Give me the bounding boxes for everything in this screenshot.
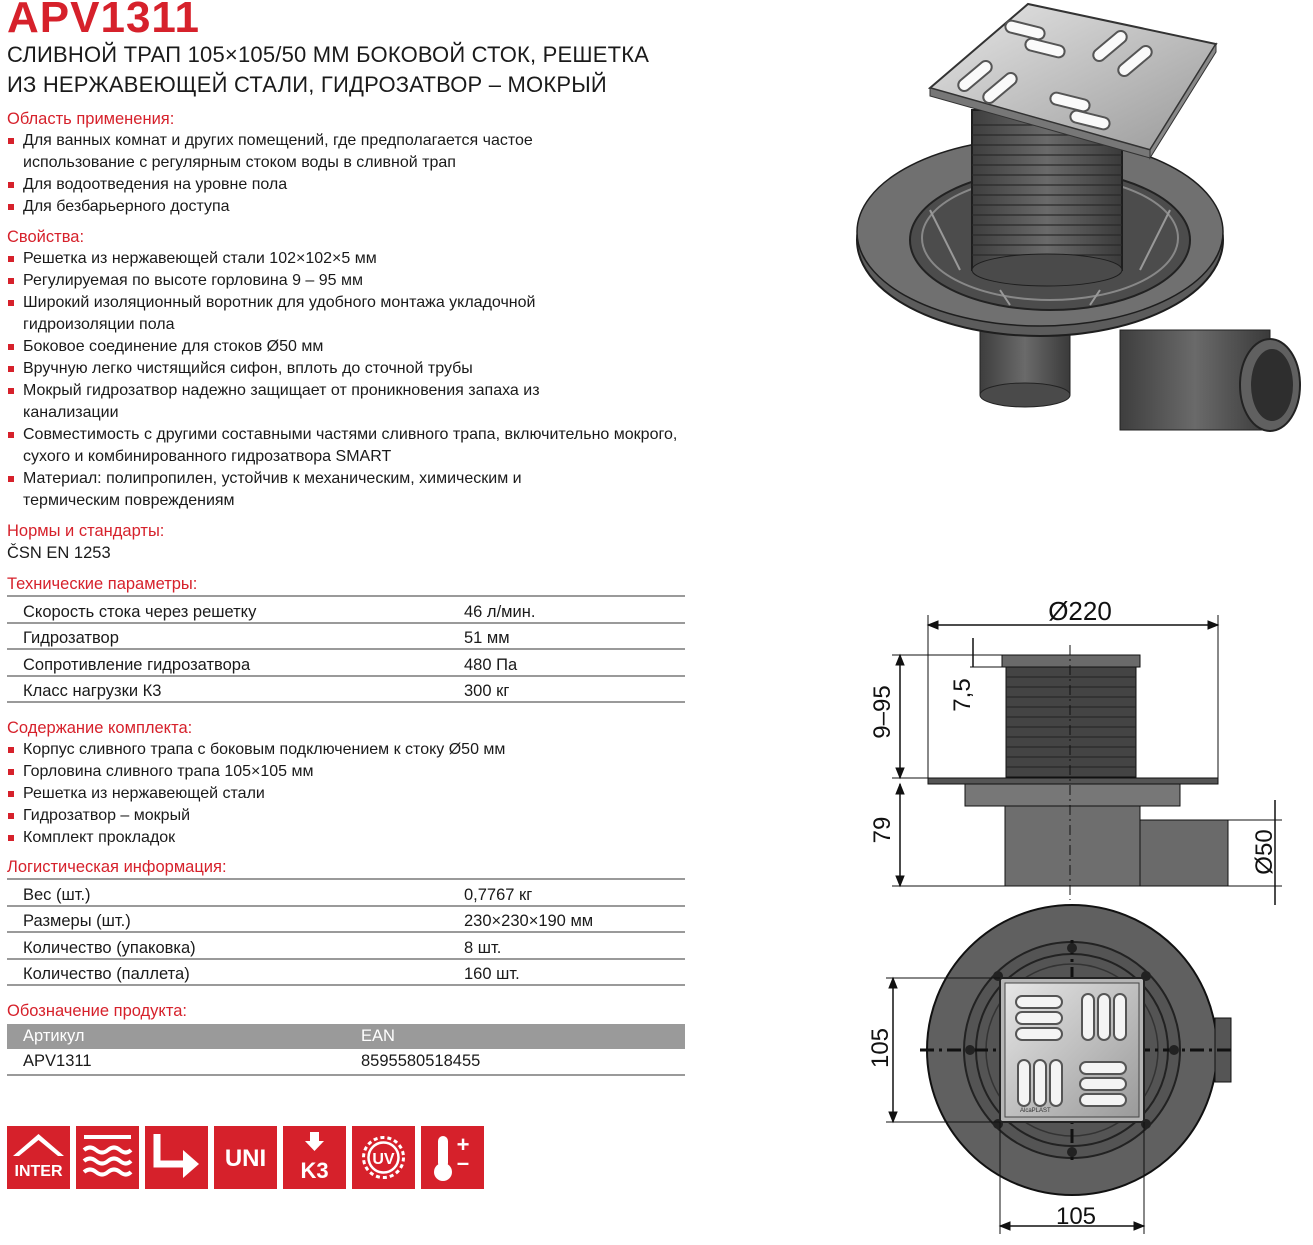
technical-heading: Технические параметры: xyxy=(7,575,198,593)
logistics-key: Количество (паллета) xyxy=(7,959,464,986)
side-view-drawing xyxy=(869,596,1282,905)
feature-icons xyxy=(7,1126,484,1189)
param-value: 46 л/мин. xyxy=(464,596,685,623)
table-row xyxy=(7,906,685,933)
plus-sign: + xyxy=(456,1132,470,1157)
designation-table xyxy=(7,1024,685,1076)
list-item: Регулируемая по высоте горловина 9 – 95 мм xyxy=(7,270,685,292)
product-code: APV1311 xyxy=(7,0,200,42)
uv-icon-label: UV xyxy=(372,1151,395,1168)
list-item: Комплект прокладок xyxy=(7,827,685,849)
param-value: 300 кг xyxy=(464,676,685,703)
article-value: APV1311 xyxy=(7,1049,361,1075)
dim-outlet: Ø50 xyxy=(1251,829,1278,875)
list-item: Мокрый гидрозатвор надежно защищает от проникновения запаха из канализации xyxy=(7,380,623,424)
param-key: Гидрозатвор xyxy=(7,623,464,650)
table-row xyxy=(7,932,685,959)
list-item: Решетка из нержавеющей стали 102×102×5 мм xyxy=(7,248,685,270)
table-row xyxy=(7,596,685,623)
kit-list xyxy=(7,739,685,849)
table-row xyxy=(7,879,685,906)
table-row xyxy=(7,1049,685,1075)
dim-body: 79 xyxy=(869,816,896,844)
list-item: Горловина сливного трапа 105×105 мм xyxy=(7,761,685,783)
drawings-svg xyxy=(820,0,1313,1240)
list-item: Корпус сливного трапа с боковым подключением к стоку Ø50 мм xyxy=(7,739,685,761)
properties-heading: Свойства: xyxy=(7,228,85,246)
standards-heading: Нормы и стандарты: xyxy=(7,522,165,540)
table-row xyxy=(7,623,685,650)
side-outlet-icon xyxy=(145,1126,208,1189)
param-value: 480 Па xyxy=(464,649,685,676)
list-item: Для безбарьерного доступа xyxy=(7,196,607,218)
drawings-column xyxy=(820,0,1313,1240)
logistics-table xyxy=(7,878,685,986)
dim-top-bottom: 105 xyxy=(1055,1203,1097,1230)
logistics-value: 230×230×190 мм xyxy=(464,906,685,933)
minus-sign: – xyxy=(456,1150,470,1175)
standards-value: ČSN EN 1253 xyxy=(7,544,111,562)
column-header-ean: EAN xyxy=(361,1024,685,1049)
list-item: Широкий изоляционный воротник для удобного монтажа укладочной гидроизоляции пола xyxy=(7,292,623,336)
uni-icon-label: UNI xyxy=(224,1145,267,1172)
list-item: Материал: полипропилен, устойчив к механическим, химическим и термическим повреждениям xyxy=(7,468,603,512)
properties-list xyxy=(7,248,685,512)
designation-heading: Обозначение продукта: xyxy=(7,1002,187,1020)
application-heading: Область применения: xyxy=(7,110,175,128)
dim-top-side: 105 xyxy=(867,1027,894,1069)
table-header-row xyxy=(7,1024,685,1049)
spec-column xyxy=(7,0,685,1076)
product-3d-illustration xyxy=(857,4,1300,431)
technical-table xyxy=(7,595,685,703)
product-subtitle-line1: СЛИВНОЙ ТРАП 105×105/50 ММ БОКОВОЙ СТОК, РЕШЕТКА xyxy=(7,42,650,67)
dim-diameter: Ø220 xyxy=(1048,596,1112,626)
table-row xyxy=(7,676,685,703)
logistics-key: Размеры (шт.) xyxy=(7,906,464,933)
list-item: Для водоотведения на уровне пола xyxy=(7,174,607,196)
list-item: Решетка из нержавеющей стали xyxy=(7,783,685,805)
dim-grate: 7,5 xyxy=(949,678,976,712)
product-subtitle-line2: ИЗ НЕРЖАВЕЮЩЕЙ СТАЛИ, ГИДРОЗАТВОР – МОКРЫЙ xyxy=(7,72,607,97)
kit-heading: Содержание комплекта: xyxy=(7,719,193,737)
inter-icon-label: INTER xyxy=(14,1163,63,1180)
logistics-value: 160 шт. xyxy=(464,959,685,986)
uni-icon xyxy=(214,1126,277,1189)
dim-height-range: 9–95 xyxy=(869,685,896,739)
table-row xyxy=(7,649,685,676)
logistics-value: 0,7767 кг xyxy=(464,879,685,906)
param-key: Сопротивление гидрозатвора xyxy=(7,649,464,676)
logistics-key: Количество (упаковка) xyxy=(7,932,464,959)
logistics-key: Вес (шт.) xyxy=(7,879,464,906)
load-class-icon xyxy=(283,1126,346,1189)
param-key: Скорость стока через решетку xyxy=(7,596,464,623)
list-item: Гидрозатвор – мокрый xyxy=(7,805,685,827)
brand-mark: AlcaPLAST xyxy=(1020,1108,1051,1114)
param-key: Класс нагрузки К3 xyxy=(7,676,464,703)
list-item: Совместимость с другими составными частями сливного трапа, включительно мокрого, сухого и комбинированного гидрозатвора SMART xyxy=(7,424,685,468)
column-header-article: Артикул xyxy=(7,1024,361,1049)
param-value: 51 мм xyxy=(464,623,685,650)
list-item: Боковое соединение для стоков Ø50 мм xyxy=(7,336,685,358)
list-item: Для ванных комнат и других помещений, где предполагается частое использование с регулярным стоком воды в сливной трап xyxy=(7,130,607,174)
logistics-value: 8 шт. xyxy=(464,932,685,959)
water-level-icon xyxy=(76,1126,139,1189)
k3-icon-label: K3 xyxy=(300,1158,329,1183)
inter-icon xyxy=(7,1126,70,1189)
logistics-heading: Логистическая информация: xyxy=(7,858,227,876)
uv-icon xyxy=(352,1126,415,1189)
top-view-drawing xyxy=(867,905,1232,1234)
ean-value: 8595580518455 xyxy=(361,1049,685,1075)
table-row xyxy=(7,959,685,986)
thermometer-icon xyxy=(421,1126,484,1189)
application-list xyxy=(7,130,607,218)
list-item: Вручную легко чистящийся сифон, вплоть до сточной трубы xyxy=(7,358,685,380)
